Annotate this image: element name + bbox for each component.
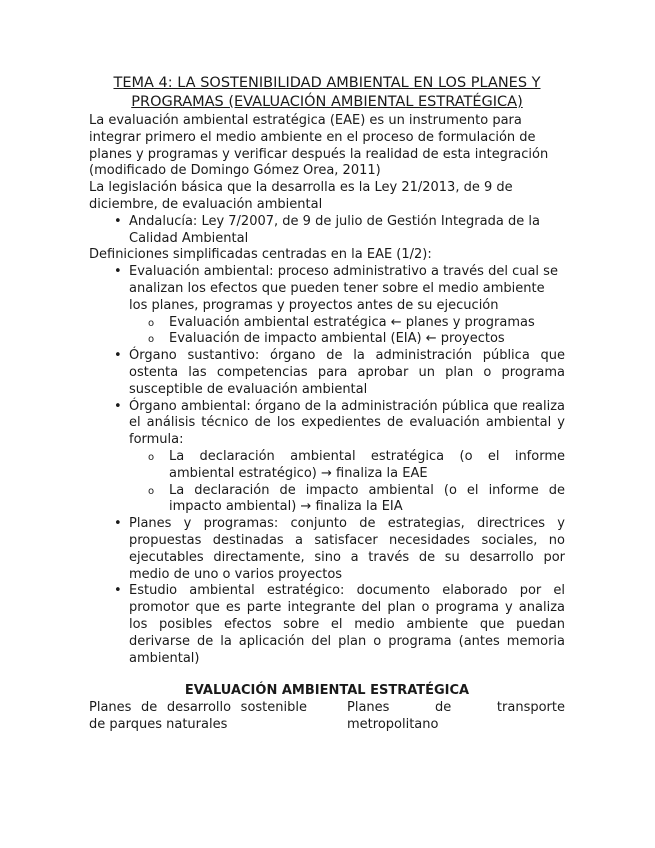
list-item: • Andalucía: Ley 7/2007, de 9 de julio de Gestión Integrada de la Calidad Ambiental bbox=[89, 214, 565, 248]
definition-item bbox=[89, 583, 565, 667]
sublist-item: o Evaluación de impacto ambiental (EIA) ← proyectos bbox=[129, 331, 565, 348]
column-line: Planes de transporte bbox=[347, 700, 565, 716]
definitions-heading: Definiciones simplificadas centradas en la EAE (1/2): bbox=[89, 247, 432, 263]
definition-text: • Estudio ambiental estratégico: documento elaborado por el promotor que es parte integrante del plan o programa y analiza los posibles efectos sobre el medio ambiente que puedan derivarse de la aplicación del plan o programa (antes memoria ambiental) bbox=[129, 583, 565, 666]
document-content bbox=[89, 74, 565, 734]
definitions-list bbox=[89, 264, 565, 667]
legislation-list bbox=[89, 214, 565, 248]
definition-text: • Evaluación ambiental: proceso administrativo a través del cual se analizan los efectos que pueden tener sobre el medio ambiente los planes, programas y proyectos antes de su ejecución bbox=[129, 264, 558, 313]
plan-column-left bbox=[89, 700, 307, 734]
plan-columns bbox=[89, 700, 565, 734]
sublist-item: o La declaración de impacto ambiental (o el informe de impacto ambiental) → finaliza la EIA bbox=[129, 483, 565, 517]
sublist-item: o La declaración ambiental estratégica (o el informe ambiental estratégico) → finaliza la EAE bbox=[129, 449, 565, 483]
definition-text: • Órgano ambiental: órgano de la administración pública que realiza el análisis técnico de los expedientes de evaluación ambiental y formula: bbox=[129, 398, 565, 448]
definition-item bbox=[89, 516, 565, 583]
column-line: Planes de desarrollo sostenible bbox=[89, 700, 307, 716]
legislation-paragraph: La legislación básica que la desarrolla es la Ley 21/2013, de 9 de diciembre, de evaluación ambiental bbox=[89, 180, 513, 212]
sublist-item: o Evaluación ambiental estratégica ← planes y programas bbox=[129, 315, 565, 332]
page-title: TEMA 4: LA SOSTENIBILIDAD AMBIENTAL EN LOS PLANES Y PROGRAMAS (EVALUACIÓN AMBIENTAL ESTRATÉGICA) bbox=[113, 75, 541, 110]
definition-item bbox=[89, 348, 565, 398]
intro-paragraph: La evaluación ambiental estratégica (EAE) es un instrumento para integrar primero el medio ambiente en el proceso de formulación de planes y programas y verificar después la realidad de esta integración (modificado de Domingo Gómez Orea, 2011) bbox=[89, 113, 549, 179]
definition-item bbox=[89, 264, 565, 348]
section-title: EVALUACIÓN AMBIENTAL ESTRATÉGICA bbox=[184, 683, 470, 699]
definition-text: • Órgano sustantivo: órgano de la administración pública que ostenta las competencias para aprobar un plan o programa susceptible de evaluación ambiental bbox=[129, 348, 565, 397]
definition-sublist bbox=[129, 315, 565, 349]
definition-item bbox=[89, 399, 565, 517]
column-line: metropolitano bbox=[347, 716, 439, 732]
plan-column-right bbox=[347, 700, 565, 734]
column-line: de parques naturales bbox=[89, 716, 228, 732]
definition-text: • Planes y programas: conjunto de estrategias, directrices y propuestas destinadas a satisfacer necesidades sociales, no ejecutables directamente, sino a través de su desarrollo por medio de uno o varios proyectos bbox=[129, 516, 565, 582]
definition-sublist bbox=[129, 449, 565, 516]
